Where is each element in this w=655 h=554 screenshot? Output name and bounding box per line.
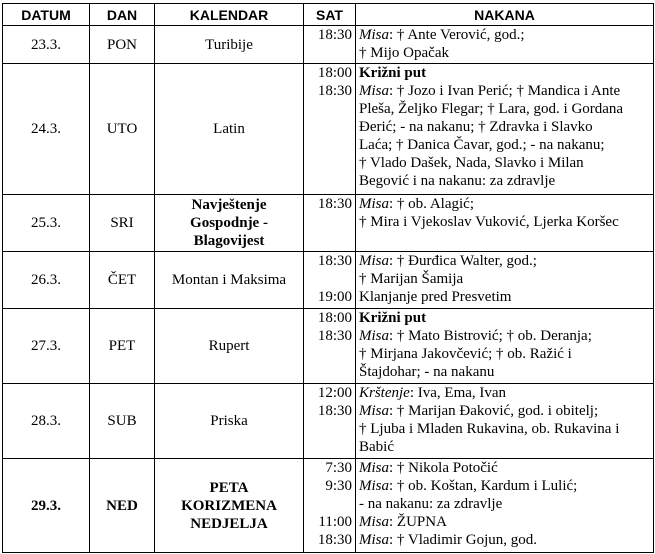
intention-text: Begović i na nakanu: za zdravlje [359, 173, 556, 190]
time-line [307, 495, 352, 513]
time-cell [304, 383, 356, 458]
intention-text: Klanjanje pred Presvetim [359, 288, 512, 305]
time-line: 18:30 [317, 532, 352, 549]
intention-text: : Iva, Ema, Ivan [409, 384, 507, 401]
intention-label: Misa [359, 532, 389, 549]
intention-label: Misa [359, 402, 389, 419]
time-line: 12:00 [317, 384, 352, 401]
table-row [3, 26, 654, 64]
intention-text: : † ob. Koštan, Kardum i Lulić; [389, 478, 578, 495]
day-cell: SUB [90, 383, 155, 458]
intention-line [359, 309, 650, 327]
intention-line [359, 420, 650, 438]
calendar-line: NEDJELJA [190, 515, 268, 532]
calendar-line: KORIZMENA [181, 497, 277, 514]
intention-text: : † Vladimir Gojun, god. [389, 532, 538, 549]
time-line: 18:30 [317, 27, 352, 43]
intention-cell [356, 64, 654, 195]
intention-cell [356, 251, 654, 308]
intention-label: Misa [359, 478, 389, 495]
date-cell: 24.3. [3, 64, 90, 195]
calendar-line: Priska [210, 412, 248, 429]
calendar-cell [155, 26, 304, 64]
intention-line [359, 64, 650, 82]
intention-line [359, 402, 650, 420]
intention-text: : ŽUPNA [389, 514, 447, 531]
intention-text: Pleša, Željko Flegar; † Lara, god. i Gordana [359, 101, 624, 118]
intention-text: † Mijo Opačak [359, 45, 449, 61]
time-line: 9:30 [325, 478, 352, 495]
day-cell: SRI [90, 195, 155, 252]
calendar-line: Latin [213, 121, 245, 138]
intention-label: Misa [359, 27, 389, 43]
intention-text: † Ljuba i Mladen Rukavina, ob. Rukavina i [359, 420, 620, 437]
calendar-line: Gospodnje - [190, 214, 268, 231]
schedule-body [3, 26, 654, 553]
intention-text: † Marijan Šamija [359, 270, 464, 287]
intention-label: Misa [359, 252, 389, 269]
time-line: 18:30 [317, 196, 352, 213]
header-row [3, 4, 654, 26]
day-cell: UTO [90, 64, 155, 195]
intention-text: : † Đurđica Walter, god.; [389, 252, 537, 269]
intention-line [359, 513, 650, 531]
intention-line [359, 44, 650, 62]
intention-line [359, 438, 650, 456]
time-line: 19:00 [317, 288, 352, 305]
intention-text: : † Nikola Potočić [389, 460, 498, 477]
intention-label: Misa [359, 83, 389, 100]
intention-text: Štajdohar; - na nakanu [359, 363, 495, 380]
date-cell: 29.3. [3, 459, 90, 553]
day-cell: PET [90, 308, 155, 383]
calendar-line: Turibije [205, 36, 253, 53]
table-row [3, 195, 654, 252]
date-cell: 25.3. [3, 195, 90, 252]
intention-line [359, 154, 650, 172]
calendar-cell [155, 308, 304, 383]
header-dan: DAN [90, 4, 155, 26]
header-nakana: NAKANA [356, 4, 654, 26]
intention-text: - na nakanu: za zdravlje [359, 496, 503, 513]
intention-text: Đerić; - na nakanu; † Zdravka i Slavko [359, 119, 593, 136]
calendar-cell [155, 195, 304, 252]
time-line: 7:30 [325, 460, 352, 477]
time-cell [304, 251, 356, 308]
table-row [3, 459, 654, 553]
intention-line [359, 82, 650, 100]
time-cell [304, 459, 356, 553]
intention-cell [356, 195, 654, 252]
calendar-cell [155, 383, 304, 458]
intention-line [359, 495, 650, 513]
intention-line [359, 363, 650, 381]
intention-text: : † ob. Alagić; [389, 196, 474, 213]
calendar-cell [155, 64, 304, 195]
intention-text: : † Marijan Đaković, god. i obitelj; [389, 402, 599, 419]
time-line: 18:30 [317, 83, 352, 100]
time-line: 18:00 [317, 65, 352, 82]
intention-line [359, 100, 650, 118]
intention-text: † Mirjana Jakovčević; † ob. Ražić i [359, 345, 572, 362]
intention-label: Misa [359, 514, 389, 531]
intention-line [359, 288, 650, 306]
header-kalendar: KALENDAR [155, 4, 304, 26]
date-cell: 28.3. [3, 383, 90, 458]
intention-line [359, 384, 650, 402]
day-cell: ČET [90, 251, 155, 308]
date-cell: 23.3. [3, 26, 90, 64]
time-line: 18:00 [317, 309, 352, 326]
intention-text: † Mira i Vjekoslav Vuković, Ljerka Koršec [359, 214, 619, 231]
intention-label: Krštenje [359, 384, 410, 401]
intention-line [359, 252, 650, 270]
date-cell: 27.3. [3, 308, 90, 383]
calendar-line: Montan i Maksima [171, 271, 287, 288]
intention-line [359, 345, 650, 363]
intention-line [359, 213, 650, 231]
header-sat: SAT [304, 4, 356, 26]
table-row [3, 383, 654, 458]
calendar-cell [155, 459, 304, 553]
intention-text: Laća; † Danica Čavar, god.; - na nakanu; [359, 137, 605, 154]
calendar-cell [155, 251, 304, 308]
intention-text: Babić [359, 438, 394, 455]
intention-line [359, 195, 650, 213]
table-row [3, 251, 654, 308]
mass-schedule-table [2, 3, 654, 553]
date-cell: 26.3. [3, 251, 90, 308]
intention-text: Križni put [359, 309, 427, 326]
calendar-line: PETA [209, 479, 249, 496]
intention-cell [356, 26, 654, 64]
intention-label: Misa [359, 327, 389, 344]
table-row [3, 308, 654, 383]
calendar-line: Rupert [208, 337, 250, 354]
time-line: 18:30 [317, 252, 352, 269]
intention-line [359, 270, 650, 288]
time-line: 11:00 [318, 514, 352, 531]
intention-line [359, 459, 650, 477]
time-cell [304, 26, 356, 64]
time-line: 18:30 [317, 327, 352, 344]
intention-line [359, 531, 650, 549]
calendar-line: Navještenje [191, 196, 267, 213]
intention-line [359, 327, 650, 345]
time-line [307, 270, 352, 288]
intention-text: Križni put [359, 65, 427, 82]
day-cell: NED [90, 459, 155, 553]
time-cell [304, 195, 356, 252]
intention-line [359, 477, 650, 495]
header-datum: DATUM [3, 4, 90, 26]
intention-cell [356, 459, 654, 553]
time-cell [304, 64, 356, 195]
time-cell [304, 308, 356, 383]
intention-label: Misa [359, 196, 389, 213]
intention-text: : † Mato Bistrović; † ob. Deranja; [389, 327, 592, 344]
intention-cell [356, 383, 654, 458]
intention-line [359, 172, 650, 190]
intention-text: † Vlado Dašek, Nada, Slavko i Milan [359, 155, 584, 172]
intention-line [359, 26, 650, 44]
intention-text: : † Ante Verović, god.; [389, 27, 525, 43]
time-line: 18:30 [317, 402, 352, 419]
intention-line [359, 136, 650, 154]
intention-label: Misa [359, 460, 389, 477]
intention-line [359, 118, 650, 136]
day-cell: PON [90, 26, 155, 64]
calendar-line: Blagovijest [193, 232, 265, 249]
intention-text: : † Jozo i Ivan Perić; † Mandica i Ante [389, 83, 621, 100]
table-row [3, 64, 654, 195]
intention-cell [356, 308, 654, 383]
